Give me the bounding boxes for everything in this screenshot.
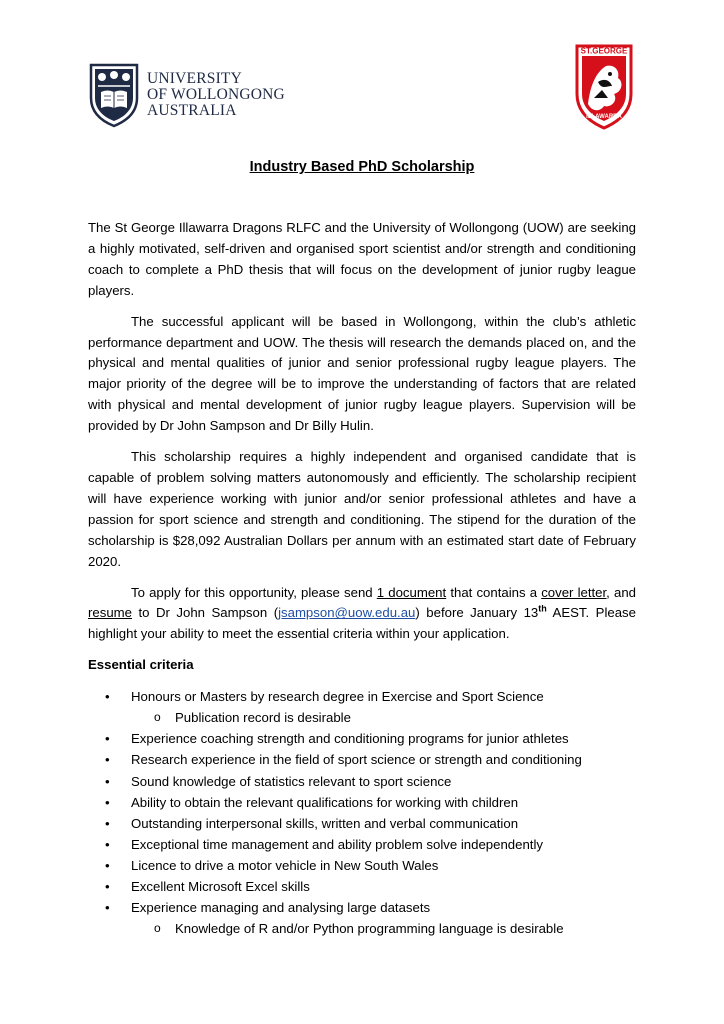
paragraph-intro: The St George Illawarra Dragons RLFC and the University of Wollongong (UOW) are seeking a highly motivated, self-driven and organised sport scientist and/or strength and conditioning coach to complete a PhD thesis that will focus on the development of junior rugby league players. [88,220,636,298]
criteria-subitem [88,707,636,728]
criteria-item [88,834,636,855]
dragons-bottom-text: ILLAWARRA [586,114,622,120]
apply-resume: resume [88,605,132,621]
bullet-icon: • [105,731,110,747]
bullet-icon: • [105,689,110,705]
criteria-heading: Essential criteria [88,657,194,673]
uow-line-3: AUSTRALIA [147,102,237,119]
criteria-item [88,897,636,918]
criteria-list [88,686,636,939]
bullet-icon: • [105,773,110,789]
criteria-item [88,749,636,770]
document-title: Industry Based PhD Scholarship [249,159,475,175]
criteria-item-text: Research experience in the field of sport science or strength and conditioning [131,752,582,768]
criteria-subitem-text: Knowledge of R and/or Python programming language is desirable [175,921,564,937]
bullet-icon: • [105,857,110,873]
criteria-item [88,876,636,897]
criteria-item [88,686,636,707]
criteria-item [88,813,636,834]
criteria-item-text: Exceptional time management and ability problem solve independently [131,836,543,852]
criteria-item [88,728,636,749]
bullet-icon: • [105,900,110,916]
apply-text-4: to Dr John Sampson ( [131,605,279,621]
criteria-item-text: Experience coaching strength and conditioning programs for junior athletes [131,731,569,747]
document-body [88,218,636,939]
bullet-icon: • [105,836,110,852]
criteria-subitem [88,918,636,939]
dragons-top-text: ST.GEORGE [580,46,628,56]
date-suffix: th [538,604,547,615]
dragons-logo [574,42,634,130]
criteria-item-text: Experience managing and analysing large datasets [131,900,431,916]
apply-cover-letter: cover letter, [541,584,610,600]
criteria-item-text: Excellent Microsoft Excel skills [131,878,310,894]
bullet-icon: • [105,752,110,768]
email-link[interactable]: jsampson@uow.edu.au [278,605,416,621]
paragraph-requirements: This scholarship requires a highly independent and organised candidate that is capable of problem solving matters autonomously and efficiently. The scholarship recipient will have experience working with junior and/or senior professional athletes and have a passion for sport science and strength and conditioning. The stipend for the duration of the scholarship is $28,092 Australian Dollars per annum with an estimated start date of February 2020. [88,449,636,569]
criteria-subitem-text: Publication record is desirable [175,710,351,726]
apply-text-6: AEST. Please highlight your ability to meet the essential criteria within your application. [88,605,636,642]
paragraph-apply [88,583,636,646]
criteria-item [88,855,636,876]
apply-text-5: ) before January 13 [415,605,539,621]
paragraph-applicant: The successful applicant will be based in Wollongong, within the club’s athletic performance department and UOW. The thesis will research the demands placed on, and the physical and mental qualities of junior and senior professional rugby league players. The major priority of the degree will be to improve the understanding of factors that are related with physical and mental development of junior rugby league players. Supervision will be provided by Dr John Sampson and Dr Billy Hulin. [88,313,636,434]
apply-text-1: To apply for this opportunity, please send [131,584,377,600]
uow-crest-icon [88,62,140,128]
criteria-item-text: Ability to obtain the relevant qualifications for working with children [131,794,519,810]
apply-text-3: and [609,584,637,600]
apply-text-2: that contains a [446,584,542,600]
criteria-item [88,771,636,792]
criteria-item-text: Honours or Masters by research degree in Exercise and Sport Science [131,689,544,705]
criteria-item-text: Licence to drive a motor vehicle in New South Wales [131,857,439,873]
sub-bullet-icon: o [154,710,161,725]
uow-logo [88,62,285,128]
bullet-icon: • [105,878,110,894]
uow-line-2: OF WOLLONGONG [147,86,285,103]
uow-wordmark [147,71,285,119]
criteria-item [88,792,636,813]
criteria-item-text: Outstanding interpersonal skills, written and verbal communication [131,815,519,831]
criteria-item-text: Sound knowledge of statistics relevant to sport science [131,773,452,789]
apply-document-count: 1 document [376,584,447,600]
bullet-icon: • [105,815,110,831]
uow-line-1: UNIVERSITY [147,70,242,87]
bullet-icon: • [105,794,110,810]
sub-bullet-icon: o [154,921,161,936]
